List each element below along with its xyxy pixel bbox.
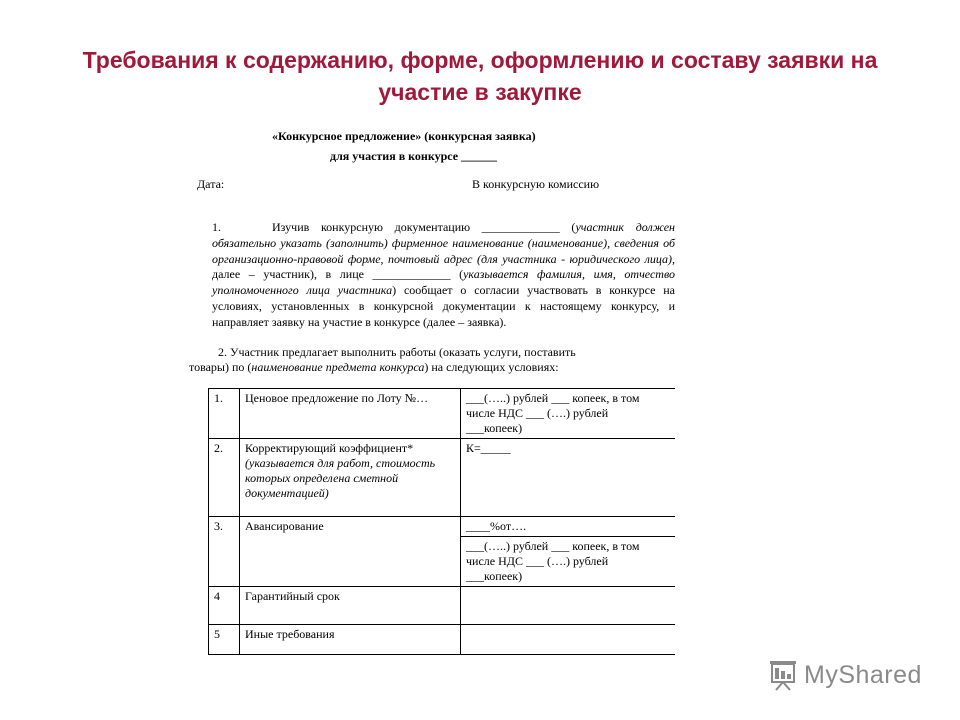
row-number: 4 <box>209 587 240 625</box>
value-line: К=_____ <box>466 441 511 455</box>
row-value <box>461 389 676 439</box>
slide-title-line-2: участие в закупке <box>378 79 582 105</box>
document-subheading: для участия в конкурсе ______ <box>330 149 498 163</box>
paragraph-1-text-c: ) сообщает о согласии участвовать в конкурсе на условиях, установленных в конкурсной документации к настоящему конкурсу, и направляет заявку на участие в конкурсе (далее – заявка). <box>212 283 675 329</box>
row-label: Гарантийный срок <box>240 587 461 625</box>
paragraph-2-line-1: 2. Участник предлагает выполнить работы (оказать услуги, поставить <box>218 345 576 359</box>
row-label: Иные требования <box>240 625 461 655</box>
value-line: ___копеек) <box>466 569 523 583</box>
row-label: Авансирование <box>240 517 461 587</box>
row-value <box>461 439 676 517</box>
myshared-watermark <box>766 657 922 693</box>
projector-screen-icon <box>766 659 800 691</box>
paragraph-1-italic-a: участник должен обязательно указать (заполнить) фирменное наименование (наименование), сведения об организационно-правовой форме, почтовый адрес (для участника - юридического лица) <box>212 220 675 266</box>
row-label-text: Корректирующий коэффициент* <box>245 441 414 455</box>
value-line: числе НДС ___ (….) рублей <box>466 554 609 568</box>
commission-addressee: В конкурсную комиссию <box>472 177 600 191</box>
paragraph-1-number: 1. <box>212 220 221 234</box>
table-row <box>209 587 676 625</box>
row-number: 3. <box>209 517 240 587</box>
value-line: ___копеек) <box>466 421 523 435</box>
value-line: числе НДС ___ (….) рублей <box>466 406 609 420</box>
paragraph-2-text-b: ) на следующих условиях: <box>424 360 559 374</box>
row-label-note: (указывается для работ, стоимость которых определена сметной документацией) <box>245 456 436 500</box>
table-row <box>209 517 676 587</box>
paragraph-2-text-a: товары) по ( <box>189 360 252 374</box>
paragraph-2-italic: наименование предмета конкурса <box>251 360 425 374</box>
slide-title-line-1: Требования к содержанию, форме, оформлению и составу заявки на <box>82 47 878 73</box>
document-heading: «Конкурсное предложение» (конкурсная заявка) <box>272 129 536 143</box>
conditions-table <box>208 388 675 655</box>
paragraph-1-italic-b: указывается фамилия, имя, отчество уполномоченного лица участника <box>212 267 676 298</box>
value-line: ___(…..) рублей ___ копеек, в том <box>466 391 640 405</box>
paragraph-1-text-a: Изучив конкурсную документацию _____________ ( <box>272 220 576 234</box>
row-value <box>461 625 676 655</box>
paragraph-2-line-2 <box>189 359 559 375</box>
row-number: 2. <box>209 439 240 517</box>
row-value <box>461 517 676 587</box>
row-value <box>461 587 676 625</box>
value-line: ___(…..) рублей ___ копеек, в том <box>466 539 640 553</box>
paragraph-1 <box>212 220 675 331</box>
watermark-brand: MyShared <box>804 660 922 689</box>
slide-title <box>40 44 920 108</box>
row-number: 1. <box>209 389 240 439</box>
row-label <box>240 439 461 517</box>
row-label: Ценовое предложение по Лоту №… <box>240 389 461 439</box>
table-row <box>209 625 676 655</box>
date-label: Дата: <box>197 177 225 191</box>
table-row <box>209 389 676 439</box>
row-number: 5 <box>209 625 240 655</box>
value-line: ____%от…. <box>461 517 675 537</box>
table-row <box>209 439 676 517</box>
paragraph-1-text-b: , далее – участник), в лице _____________ ( <box>212 251 675 282</box>
